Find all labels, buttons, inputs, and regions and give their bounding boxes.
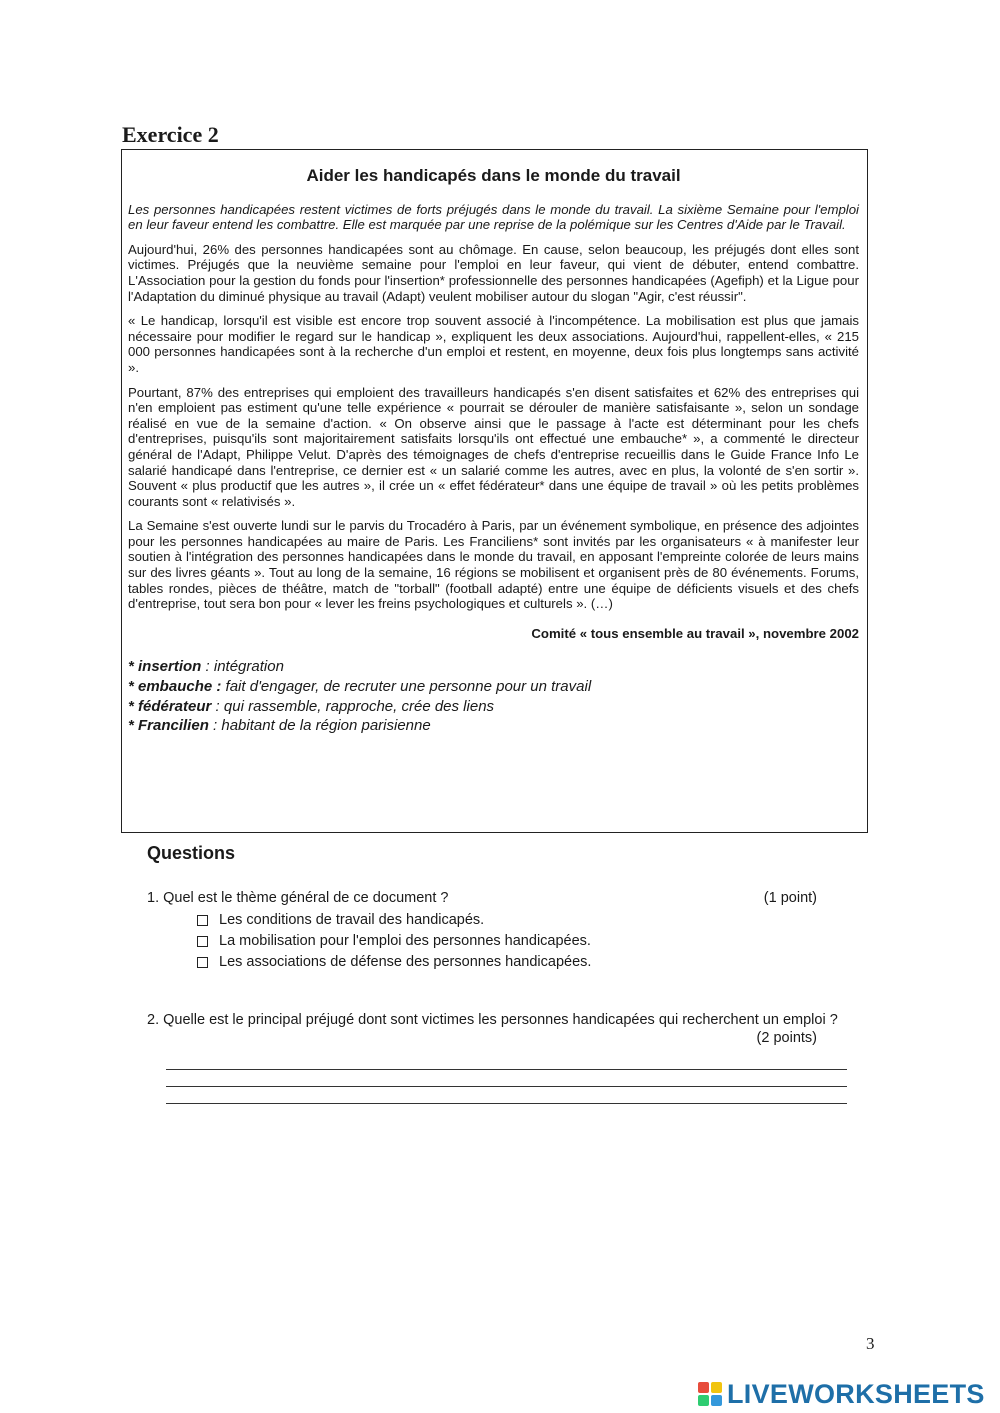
article-signature: Comité « tous ensemble au travail », novembre 2002 [531, 625, 859, 641]
option-item [197, 954, 817, 970]
glossary-definition: habitant de la région parisienne [221, 717, 431, 735]
brand-name: LIVEWORKSHEETS [727, 1378, 985, 1409]
glossary-item [128, 677, 859, 697]
checkbox[interactable] [197, 915, 208, 926]
question-1 [147, 890, 817, 975]
glossary-term: * insertion [128, 658, 202, 676]
answer-line[interactable] [166, 1069, 847, 1070]
glossary-definition: qui rassemble, rapproche, crée des liens [223, 697, 495, 715]
glossary-term: * embauche : [128, 678, 222, 696]
option-label: La mobilisation pour l'emploi des personnes handicapées. [219, 933, 591, 949]
article-box [121, 149, 868, 833]
answer-line[interactable] [166, 1103, 847, 1104]
liveworksheets-logo-icon [697, 1381, 723, 1407]
option-label: Les associations de défense des personnes handicapées. [219, 954, 592, 970]
checkbox[interactable] [197, 936, 208, 947]
question-1-options [197, 912, 817, 970]
article-title: Aider les handicapés dans le monde du travail [306, 166, 681, 185]
option-label: Les conditions de travail des handicapés. [219, 912, 485, 928]
glossary-item: * Francilien : habitant de la région parisienne [128, 717, 431, 735]
glossary-definition: fait d'engager, de recruter une personne pour un travail [225, 678, 592, 696]
question-1-text: 1. Quel est le thème général de ce document ? [147, 890, 449, 906]
glossary [128, 657, 859, 735]
question-2 [147, 1011, 849, 1046]
question-2-text: 2. Quelle est le principal préjugé dont sont victimes les personnes handicapées qui recherchent un emploi ? [147, 1012, 838, 1028]
glossary-term: * fédérateur [128, 697, 212, 715]
article-paragraph: La Semaine s'est ouverte lundi sur le parvis du Trocadéro à Paris, par un événement symbolique, en présence des adjointes pour les personnes handicapées au maire de Paris. Les Franciliens* sont invités par les organisateurs « à manifester leur soutien à l'intégration des personnes handicapées dans le monde du travail, en apposant l'empreinte colorée de leurs mains sur des livres géants ». Tout au long de la semaine, 16 régions se mobilisent et organisent près de 80 événements. Forums, tables rondes, pièces de théâtre, match de "torball" (football adapté) entre une équipe de déficients visuels et des chefs d'entreprise, tout sera bon pour « lever les freins psychologiques et culturels ». (…) [128, 518, 859, 612]
brand-footer[interactable] [697, 1378, 985, 1410]
glossary-term: * Francilien [128, 717, 209, 735]
glossary-item: * fédérateur : qui rassemble, rapproche, crée des liens [128, 697, 495, 715]
checkbox[interactable] [197, 957, 208, 968]
glossary-definition: intégration [213, 658, 284, 676]
logo-block [698, 1382, 709, 1393]
article-paragraph: Aujourd'hui, 26% des personnes handicapées sont au chômage. En cause, selon beaucoup, les préjugés dont elles sont victimes. Préjugés que la neuvième semaine pour l'emploi en leur faveur, qui vient de débuter, entend combattre. L'Association pour la gestion du fonds pour l'insertion* professionnelle des personnes handicapées (Agefiph) et la Ligue pour l'Adaptation du diminué physique au travail (Adapt) veulent mobiliser autour du slogan "Agir, c'est réussir". [128, 241, 859, 304]
logo-block [698, 1395, 709, 1406]
questions-heading: Questions [147, 843, 236, 863]
answer-area[interactable] [166, 1069, 847, 1120]
article-paragraph: « Le handicap, lorsqu'il est visible est encore trop souvent associé à l'incompétence. La mobilisation est plus que jamais nécessaire pour modifier le regard sur le handicap », expliquent les deux associations. Aujourd'hui, rappellent-elles, « 215 000 personnes handicapées sont à la recherche d'un emploi et restent, en moyenne, deux fois plus longtemps sans activité ». [128, 313, 859, 375]
logo-block [711, 1382, 722, 1393]
article-paragraph: Pourtant, 87% des entreprises qui emploient des travailleurs handicapés s'en disent satisfaites et 62% des entreprises qui n'en emploient pas estiment qu'une telle expérience « pourrait se dérouler de manière satisfaisante », selon un sondage réalisé en vue de la semaine d'action. « On observe ainsi que le passage à l'acte est déterminant pour les chefs d'entreprises, puisqu'ils sont majoritairement satisfaits lorsqu'ils ont effectué une embauche* », a commenté le directeur général de l'Adapt, Philippe Velut. D'après des témoignages de chefs d'entreprise recueillis dans le Guide France Info Le salarié handicapé dans l'entreprise, ce dernier est « un salarié comme les autres, avec en plus, la volonté de s'en sortir ». Souvent « plus productif que les autres », il crée un « effet fédérateur* dans une équipe de travail » où les petits problèmes courants sont « relativisés ». [128, 384, 859, 509]
glossary-item: * insertion : intégration [128, 658, 284, 676]
option-item [197, 912, 817, 928]
answer-line[interactable] [166, 1086, 847, 1087]
question-2-points: (2 points) [756, 1030, 817, 1046]
page-title: Exercice 2 [122, 122, 219, 147]
option-item [197, 933, 817, 949]
question-1-points: (1 point) [763, 890, 817, 906]
page-number: 3 [866, 1334, 875, 1353]
article-intro: Les personnes handicapées restent victimes de forts préjugés dans le monde du travail. La sixième Semaine pour l'emploi en leur faveur entend les combattre. Elle est marquée par une reprise de la polémique sur les Centres d'Aide par le Travail. [128, 201, 859, 233]
logo-block [711, 1395, 722, 1406]
